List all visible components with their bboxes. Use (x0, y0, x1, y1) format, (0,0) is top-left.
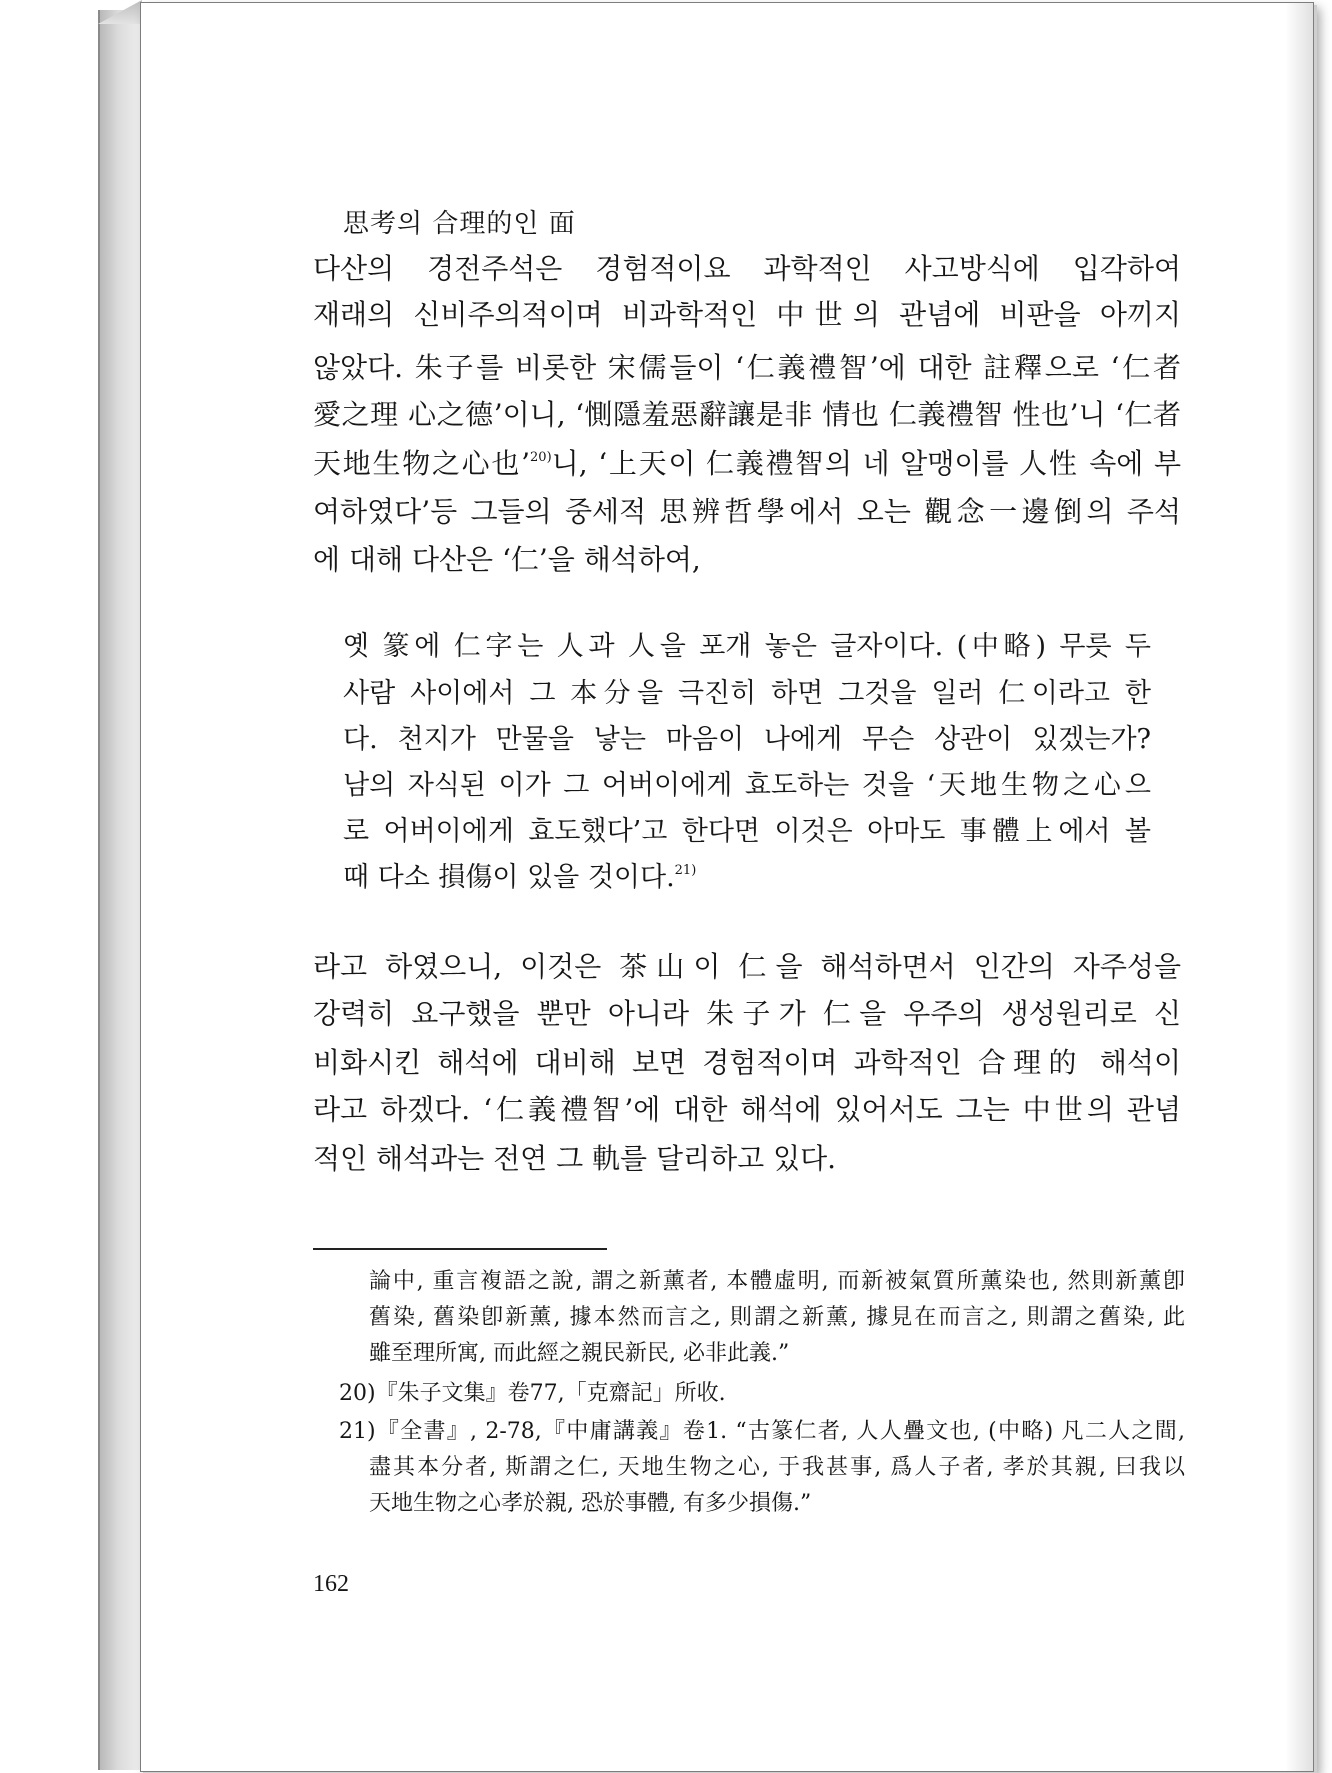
body-line: 여하였다’등 그들의 중세적 思辨哲學에서 오는 觀念一邊倒의 주석 (313, 495, 1181, 528)
footnote-20: 20)『朱子文集』卷77,「克齋記」所收. (339, 1381, 726, 1406)
quote-line-part: 때 다소 損傷이 있을 것이다. (343, 862, 675, 893)
footnote-line: 雖至理所寓, 而此經之親民新民, 必非此義.” (369, 1341, 790, 1366)
page-number: 162 (313, 1571, 349, 1597)
footnote-line: 盡其本分者, 斯謂之仁, 天地生物之心, 于我甚事, 爲人子者, 孝於其親, 曰我以 (369, 1455, 1185, 1480)
footnote-21: 21)『全書』, 2-78,『中庸講義』卷1. “古篆仁者, 人人疊文也, (中略) 凡二人之間, (339, 1419, 1185, 1444)
footnote-line: 舊染, 舊染卽新薰, 據本然而言之, 則謂之新薰, 據見在而言之, 則謂之舊染, 此 (369, 1305, 1185, 1330)
body-line: 에 대해 다산은 ‘仁’을 해석하여, (313, 543, 701, 576)
quote-line: 다. 천지가 만물을 낳는 마음이 나에게 무슨 상관이 있겠는가? (343, 724, 1151, 755)
quote-line: 사람 사이에서 그 本分을 극진히 하면 그것을 일러 仁이라고 한 (343, 678, 1151, 709)
quote-line: 로 어버이에게 효도했다’고 한다면 이것은 아마도 事體上에서 볼 (343, 816, 1151, 847)
page-edge-shadow (1285, 3, 1313, 1771)
footnote-line: 論中, 重言複語之說, 謂之新薰者, 本體虛明, 而新被氣質所薰染也, 然則新薰卽 (369, 1269, 1185, 1294)
body-line: 재래의 신비주의적이며 비과학적인 中世의 관념에 비판을 아끼지 (313, 298, 1181, 331)
body-line-part: 니, ‘上天이 仁義禮智의 네 알맹이를 人性 속에 부 (551, 447, 1181, 480)
body-line: 愛之理 心之德’이니, ‘惻隱羞惡辭讓是非 情也 仁義禮智 性也’니 ‘仁者 (313, 398, 1181, 431)
footnote-line: 天地生物之心孝於親, 恐於事體, 有多少損傷.” (369, 1491, 812, 1516)
quote-line (343, 864, 1151, 891)
body-line: 않았다. 朱子를 비롯한 宋儒들이 ‘仁義禮智’에 대한 註釋으로 ‘仁者 (313, 351, 1181, 384)
footnote-ref-20: 20) (530, 450, 552, 465)
book-page (140, 2, 1314, 1772)
body-line: 라고 하겠다. ‘仁義禮智’에 대한 해석에 있어서도 그는 中世의 관념 (313, 1093, 1181, 1126)
body-line: 라고 하였으니, 이것은 茶山이 仁을 해석하면서 인간의 자주성을 (313, 950, 1181, 983)
body-line: 다산의 경전주석은 경험적이요 과학적인 사고방식에 입각하여 (313, 252, 1181, 285)
body-line: 비화시킨 해석에 대비해 보면 경험적이며 과학적인 合理的 해석이 (313, 1046, 1181, 1079)
body-line: 적인 해석과는 전연 그 軌를 달리하고 있다. (313, 1142, 837, 1175)
book-spine (98, 10, 142, 1770)
section-title: 思考의 合理的인 面 (343, 209, 576, 239)
quote-line: 옛 篆에 仁字는 人과 人을 포개 놓은 글자이다. (中略) 무릇 두 (343, 631, 1151, 662)
quote-line: 남의 자식된 이가 그 어버이에게 효도하는 것을 ‘天地生物之心으 (343, 770, 1151, 801)
body-line (313, 447, 1181, 480)
footnote-separator (313, 1248, 607, 1250)
body-line: 강력히 요구했을 뿐만 아니라 朱子가 仁을 우주의 생성원리로 신 (313, 997, 1181, 1030)
body-line-part: 天地生物之心也’ (313, 447, 531, 480)
footnote-ref-21: 21) (674, 863, 697, 878)
